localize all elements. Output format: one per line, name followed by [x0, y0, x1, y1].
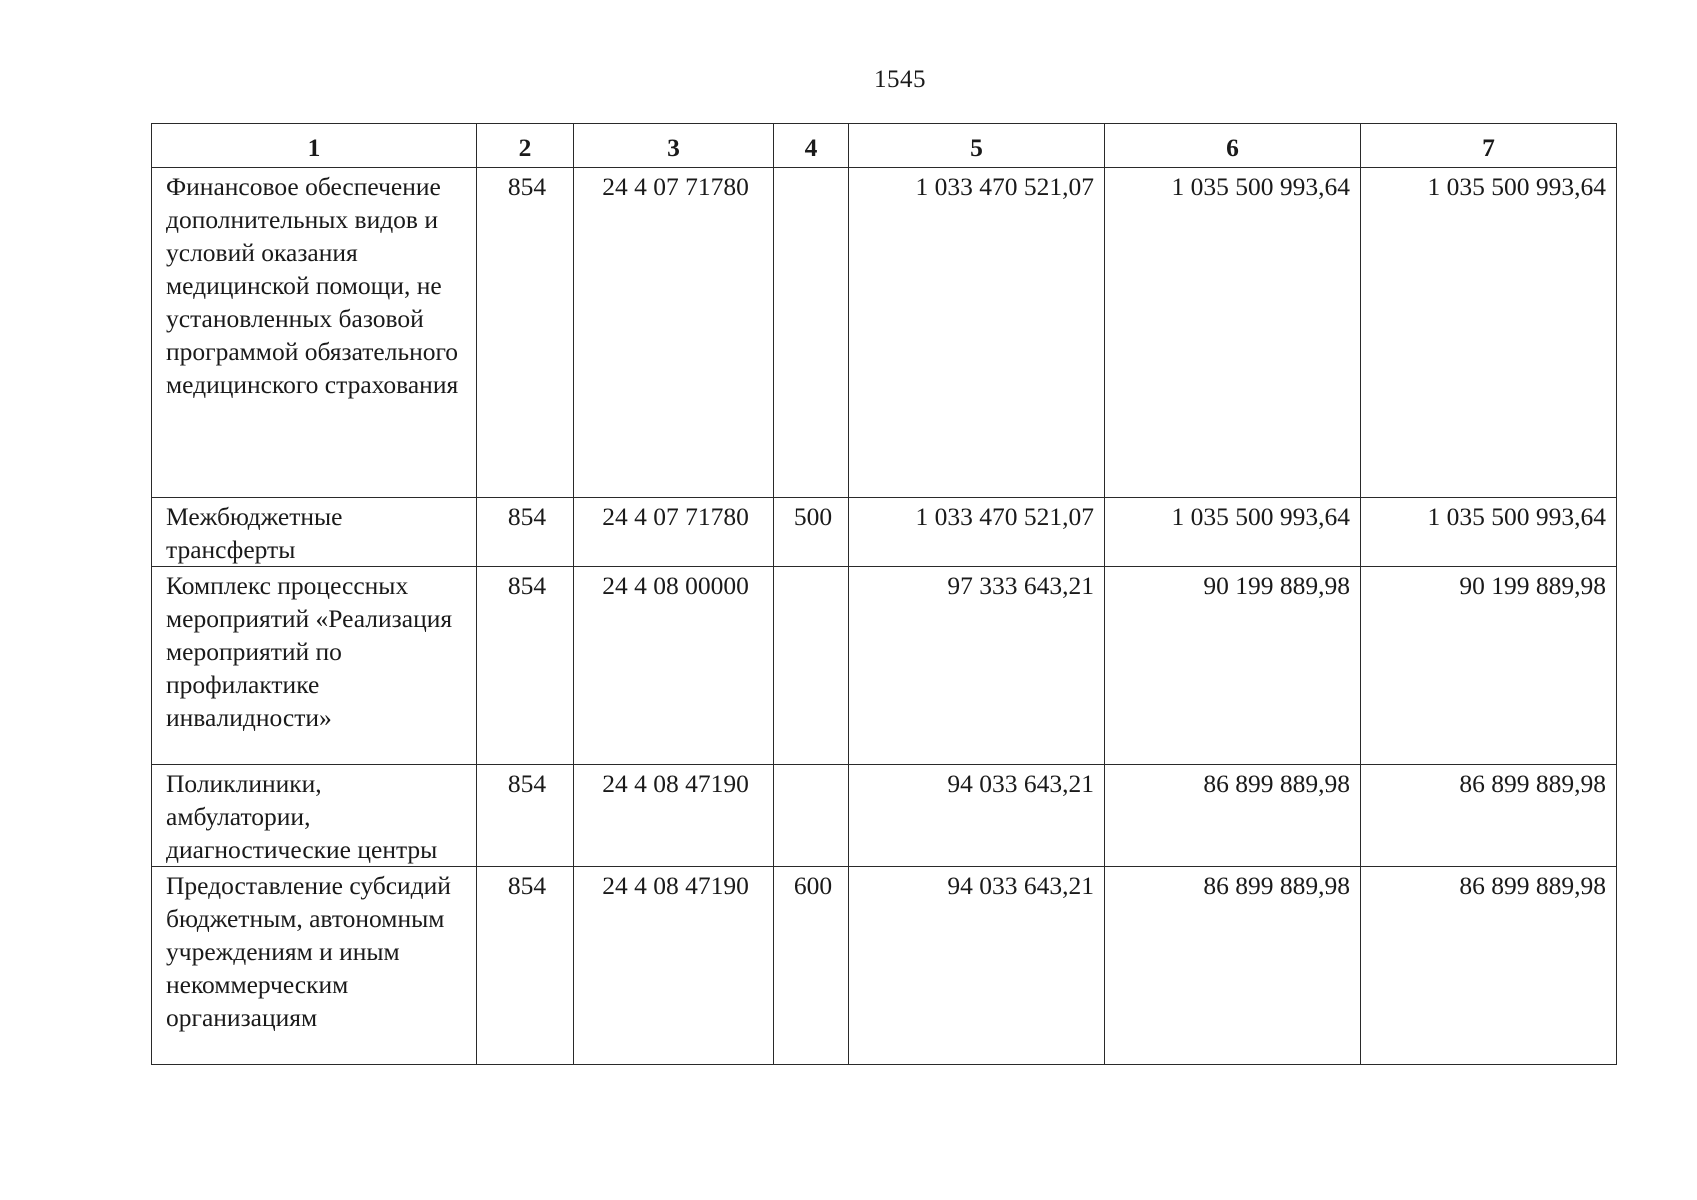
ministry-code: 854 — [477, 867, 574, 1065]
ministry-code: 854 — [477, 567, 574, 765]
target-article: 24 4 08 00000 — [574, 567, 774, 765]
amount-year-2: 1 035 500 993,64 — [1105, 498, 1361, 567]
amount-year-3: 1 035 500 993,64 — [1361, 168, 1617, 498]
expense-kind: 500 — [774, 498, 849, 567]
row-name: Комплекс процессных мероприятий «Реализация мероприятий по профилактике инвалидности» — [152, 567, 477, 765]
ministry-code: 854 — [477, 765, 574, 867]
header-cell-6: 6 — [1105, 124, 1361, 168]
page-number: 1545 — [874, 66, 926, 93]
budget-table — [151, 123, 1617, 1065]
expense-kind — [774, 567, 849, 765]
amount-year-1: 97 333 643,21 — [849, 567, 1105, 765]
amount-year-1: 1 033 470 521,07 — [849, 168, 1105, 498]
target-article: 24 4 08 47190 — [574, 867, 774, 1065]
amount-year-3: 86 899 889,98 — [1361, 867, 1617, 1065]
header-cell-5: 5 — [849, 124, 1105, 168]
expense-kind: 600 — [774, 867, 849, 1065]
header-cell-7: 7 — [1361, 124, 1617, 168]
amount-year-2: 86 899 889,98 — [1105, 867, 1361, 1065]
table-row — [152, 498, 1617, 567]
row-name: Предоставление субсидий бюджетным, автономным учреждениям и иным некоммерческим организациям — [152, 867, 477, 1065]
row-name: Финансовое обеспечение дополнительных видов и условий оказания медицинской помощи, не установленных базовой программой обязательного медицинского страхования — [152, 168, 477, 498]
amount-year-3: 90 199 889,98 — [1361, 567, 1617, 765]
amount-year-1: 94 033 643,21 — [849, 867, 1105, 1065]
table-row — [152, 567, 1617, 765]
amount-year-3: 1 035 500 993,64 — [1361, 498, 1617, 567]
target-article: 24 4 07 71780 — [574, 168, 774, 498]
header-cell-3: 3 — [574, 124, 774, 168]
amount-year-3: 86 899 889,98 — [1361, 765, 1617, 867]
amount-year-1: 1 033 470 521,07 — [849, 498, 1105, 567]
row-name: Межбюджетные трансферты — [152, 498, 477, 567]
table-row — [152, 168, 1617, 498]
ministry-code: 854 — [477, 168, 574, 498]
header-row — [152, 124, 1617, 168]
target-article: 24 4 07 71780 — [574, 498, 774, 567]
amount-year-2: 86 899 889,98 — [1105, 765, 1361, 867]
row-name: Поликлиники, амбулатории, диагностические центры — [152, 765, 477, 867]
amount-year-2: 1 035 500 993,64 — [1105, 168, 1361, 498]
header-cell-4: 4 — [774, 124, 849, 168]
header-cell-1: 1 — [152, 124, 477, 168]
expense-kind — [774, 765, 849, 867]
amount-year-2: 90 199 889,98 — [1105, 567, 1361, 765]
expense-kind — [774, 168, 849, 498]
table-row — [152, 867, 1617, 1065]
ministry-code: 854 — [477, 498, 574, 567]
target-article: 24 4 08 47190 — [574, 765, 774, 867]
amount-year-1: 94 033 643,21 — [849, 765, 1105, 867]
table-row — [152, 765, 1617, 867]
header-cell-2: 2 — [477, 124, 574, 168]
